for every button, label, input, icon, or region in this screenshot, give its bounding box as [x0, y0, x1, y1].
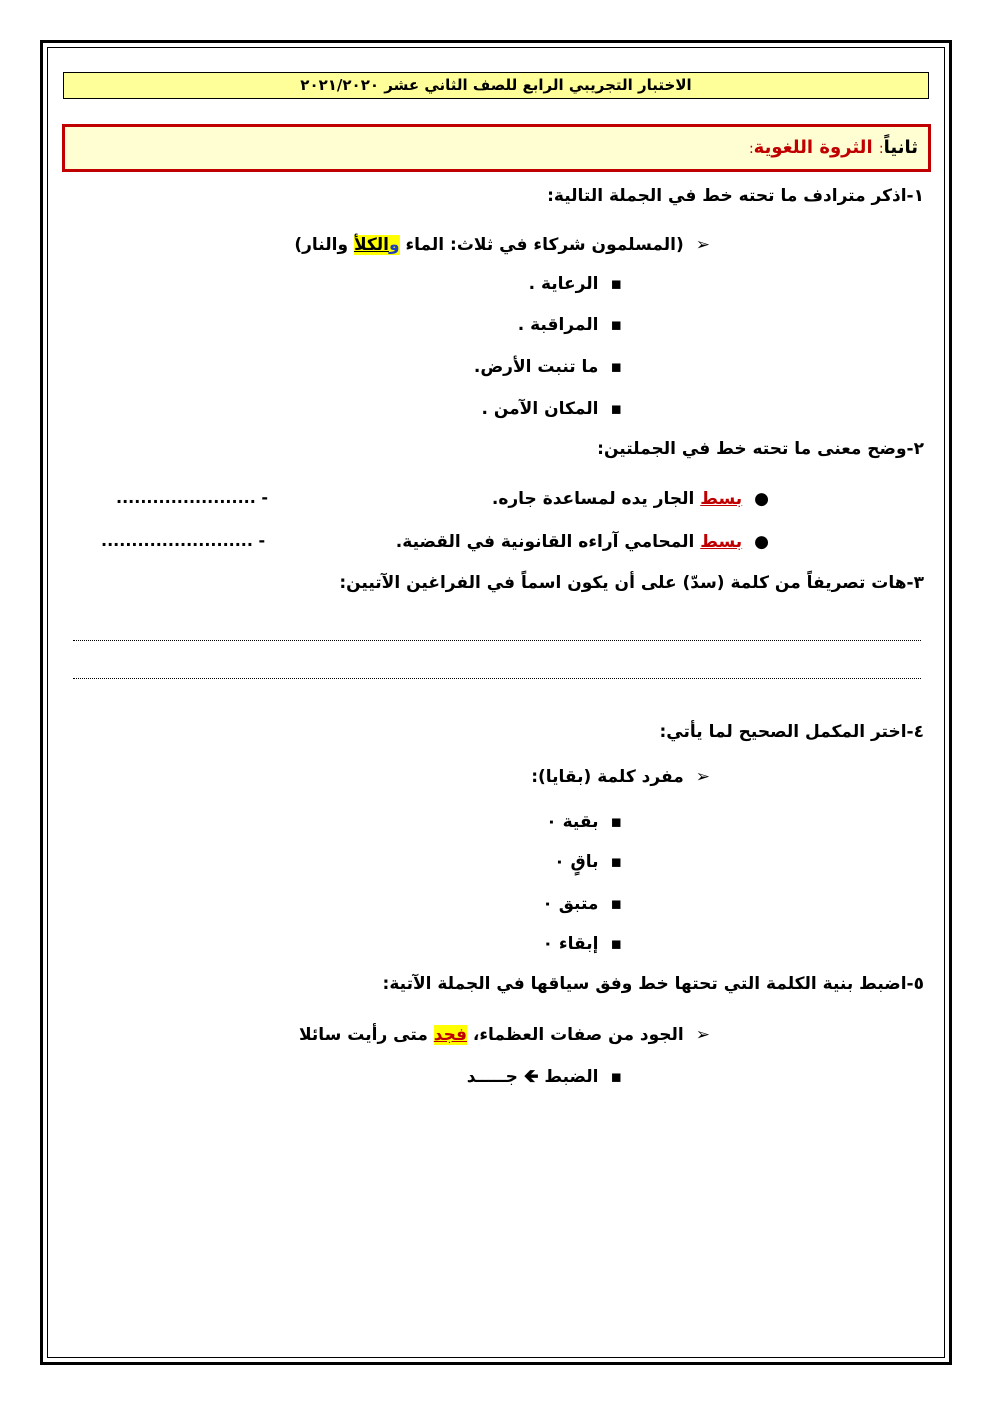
- q2-dash: -: [261, 488, 269, 507]
- question-1: ١-اذكر مترادف ما تحته خط في الجملة التالية:: [547, 186, 924, 206]
- q4-prompt: [531, 765, 710, 789]
- section-prefix: ثانياً: [883, 137, 918, 158]
- square-bullet-icon: ▪: [610, 274, 622, 294]
- q4-option-text: إبقاء ٠: [542, 934, 599, 954]
- square-bullet-icon: ▪: [610, 315, 622, 335]
- section-title: الثروة اللغوية: [753, 137, 873, 158]
- question-5: ٥-اضبط بنية الكلمة التي تحتها خط وفق سياقها في الجملة الآتية:: [382, 974, 924, 994]
- arrow-bullet-icon: ➢: [695, 767, 710, 787]
- q2-item-text: الجار يده لمساعدة جاره.: [491, 489, 701, 509]
- q2-answer-blank: [116, 488, 268, 507]
- q2-dash: -: [258, 531, 266, 550]
- q1-sentence-before: (المسلمون شركاء في ثلاث: الماء: [399, 235, 684, 255]
- q4-option: [542, 892, 622, 916]
- question-4: ٤-اختر المكمل الصحيح لما يأتي:: [659, 722, 924, 742]
- q2-dots: .........................: [101, 531, 253, 550]
- section-title-box: [62, 124, 931, 172]
- q1-option: [481, 397, 622, 421]
- q4-prompt-text: مفرد كلمة (بقايا):: [531, 767, 684, 787]
- q2-dots: .......................: [116, 488, 256, 507]
- exam-header: [63, 72, 929, 99]
- q4-option-text: بقية ٠: [546, 812, 599, 832]
- q1-sentence-after: والنار): [294, 235, 354, 255]
- q4-option: [554, 850, 622, 874]
- square-bullet-icon: ▪: [610, 894, 622, 914]
- square-bullet-icon: ▪: [610, 852, 622, 872]
- q4-option: [546, 810, 622, 834]
- q5-underlined-word: فجد: [433, 1025, 467, 1045]
- q4-option-text: متبق ٠: [542, 894, 599, 914]
- q5-answer-value: جـــــد: [466, 1067, 518, 1087]
- arrow-bullet-icon: ➢: [695, 1025, 710, 1045]
- q1-sentence: [294, 233, 710, 257]
- q1-option: [518, 313, 622, 337]
- q3-answer-line: [73, 640, 921, 641]
- q2-underlined-word: بسط: [700, 489, 743, 509]
- round-bullet-icon: ●: [754, 532, 769, 552]
- q2-item: [396, 530, 769, 554]
- q1-option-text: المراقبة .: [517, 315, 599, 335]
- q4-option-text: باقٍ ٠: [554, 852, 599, 872]
- section-separator: :: [878, 141, 884, 157]
- question-3: ٣-هات تصريفاً من كلمة (سدّ) على أن يكون اسماً في الفراغين الآتيين:: [339, 573, 924, 593]
- round-bullet-icon: ●: [754, 489, 769, 509]
- arrow-bullet-icon: ➢: [695, 235, 710, 255]
- q3-answer-line: [73, 678, 921, 679]
- q5-answer-label: الضبط: [544, 1067, 599, 1087]
- square-bullet-icon: ▪: [610, 357, 622, 377]
- q1-option-text: ما تنبت الأرض.: [473, 357, 599, 377]
- q5-sentence-after: متى رأيت سائلا: [298, 1025, 434, 1045]
- q1-underlined-word: الكلأ: [353, 235, 389, 255]
- q5-sentence: [299, 1023, 710, 1047]
- arrow-left-icon: 🡸: [523, 1066, 539, 1087]
- q1-option-text: الرعاية .: [528, 274, 599, 294]
- q1-option: [529, 272, 622, 296]
- q1-option: [474, 355, 622, 379]
- q2-item: [492, 487, 769, 511]
- section-end: :: [748, 141, 754, 157]
- q2-underlined-word: بسط: [700, 532, 743, 552]
- q4-option: [543, 932, 622, 956]
- square-bullet-icon: ▪: [610, 1067, 622, 1087]
- q5-sentence-before: الجود من صفات العظماء،: [466, 1025, 684, 1045]
- q2-item-text: المحامي آراءه القانونية في القضية.: [395, 532, 701, 552]
- square-bullet-icon: ▪: [610, 812, 622, 832]
- q5-answer: [467, 1065, 622, 1089]
- square-bullet-icon: ▪: [610, 934, 622, 954]
- exam-title: الاختبار التجريبي الرابع للصف الثاني عشر ٢٠٢١/٢٠٢٠: [300, 76, 692, 94]
- q2-answer-blank: [101, 531, 265, 550]
- question-2: ٢-وضح معنى ما تحته خط في الجملتين:: [597, 439, 924, 459]
- square-bullet-icon: ▪: [610, 399, 622, 419]
- q1-sentence-wa: و: [388, 235, 400, 255]
- q1-option-text: المكان الآمن .: [481, 399, 599, 419]
